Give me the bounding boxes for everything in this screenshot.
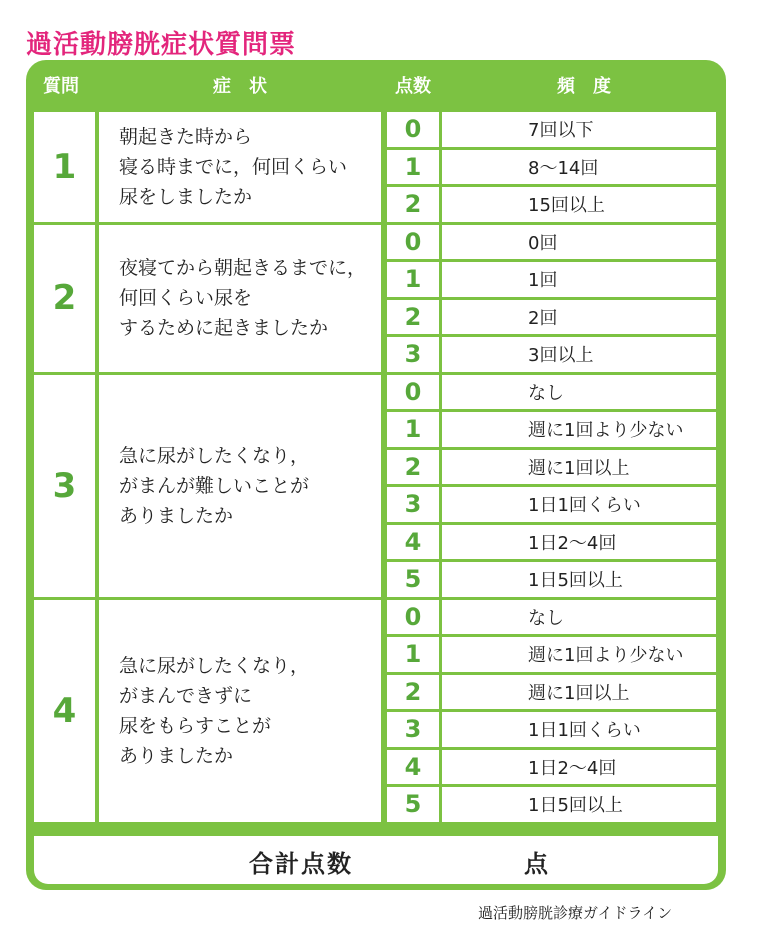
frequency-value: 週に1回以上 [442,450,716,485]
frequency-value: 1日5回以上 [442,787,716,822]
question-symptom: 急に尿がしたくなり， がまんできずに 尿をもらすことが ありましたか [99,600,381,822]
frequency-value: 1日2～4回 [442,525,716,560]
frequency-value: なし [442,375,716,410]
score-value: 3 [387,487,439,522]
question-number: 2 [34,225,95,372]
score-value: 4 [387,750,439,785]
question-symptom: 急に尿がしたくなり， がまんが難しいことが ありましたか [99,375,381,597]
frequency-value: 週に1回より少ない [442,412,716,447]
total-label: 合計点数 [249,850,353,878]
source-citation: 過活動膀胱診療ガイドライン [478,904,673,922]
total-unit: 点 [524,850,548,878]
score-value: 5 [387,787,439,822]
score-value: 0 [387,112,439,147]
score-value: 1 [387,262,439,297]
frequency-value: なし [442,600,716,635]
frequency-value: 0回 [442,225,716,260]
frequency-value: 1日5回以上 [442,562,716,597]
question-number: 3 [34,375,95,597]
total-row [34,836,718,884]
frequency-value: 1日2～4回 [442,750,716,785]
frequency-value: 1回 [442,262,716,297]
frequency-value: 週に1回より少ない [442,637,716,672]
score-value: 2 [387,675,439,710]
header-symptom: 症 状 [213,76,267,97]
question-number: 1 [34,112,95,222]
header-frequency: 頻 度 [557,76,611,97]
question-number: 4 [34,600,95,822]
frequency-value: 7回以下 [442,112,716,147]
frequency-value: 15回以上 [442,187,716,222]
header-score: 点数 [395,76,431,97]
frequency-value: 週に1回以上 [442,675,716,710]
score-value: 3 [387,712,439,747]
score-value: 4 [387,525,439,560]
header-question: 質問 [43,76,79,97]
score-value: 1 [387,637,439,672]
frequency-value: 8～14回 [442,150,716,185]
frequency-value: 3回以上 [442,337,716,372]
score-value: 2 [387,187,439,222]
page-title: 過活動膀胱症状質問票 [26,30,297,60]
score-value: 2 [387,300,439,335]
score-value: 0 [387,600,439,635]
frequency-value: 1日1回くらい [442,487,716,522]
question-symptom: 朝起きた時から 寝る時までに，何回くらい 尿をしましたか [99,112,381,222]
score-value: 1 [387,150,439,185]
frequency-value: 1日1回くらい [442,712,716,747]
questionnaire-table [26,60,726,890]
score-value: 2 [387,450,439,485]
question-symptom: 夜寝てから朝起きるまでに， 何回くらい尿を するために起きましたか [99,225,381,372]
score-value: 0 [387,225,439,260]
score-value: 1 [387,412,439,447]
score-value: 3 [387,337,439,372]
score-value: 0 [387,375,439,410]
score-value: 5 [387,562,439,597]
frequency-value: 2回 [442,300,716,335]
